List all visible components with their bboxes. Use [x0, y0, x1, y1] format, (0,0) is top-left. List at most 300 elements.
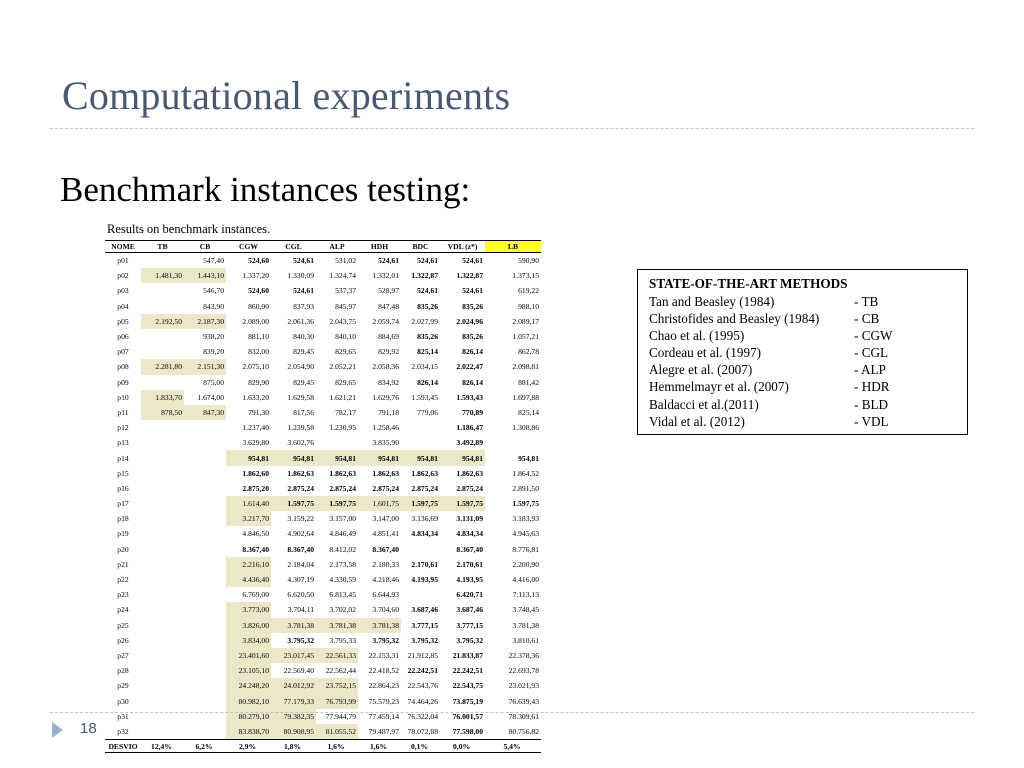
table-body [105, 253, 541, 753]
table-cell [141, 709, 184, 724]
table-cell: 22.543,76 [407, 681, 438, 691]
table-cell: 4.945,63 [512, 529, 539, 539]
table-cell: 3.492,89 [456, 438, 483, 448]
table-cell: 1.597,75 [316, 496, 358, 511]
table-cell [401, 420, 440, 435]
table-cell: 1.862,63 [456, 468, 483, 478]
instance-name: p28 [117, 666, 129, 676]
table-cell: 1.373,15 [512, 271, 539, 281]
table-cell: 79.382,35 [271, 709, 316, 724]
table-cell: 826,14 [462, 347, 483, 357]
table-cell: 77.598,00 [452, 726, 483, 736]
table-cell: 4.307,19 [287, 575, 314, 585]
column-header: CGL [271, 241, 316, 253]
table-cell [184, 572, 226, 587]
instance-name: p18 [117, 514, 129, 524]
table-row [105, 359, 541, 374]
table-cell: 524,61 [462, 256, 483, 266]
table-cell: 2.875,24 [329, 483, 356, 493]
table-cell: 546,70 [203, 286, 224, 296]
table-cell: 76.001,57 [452, 711, 483, 721]
method-reference: Hemmelmayr et al. (2007) [649, 379, 789, 395]
table-cell: 840,30 [293, 332, 314, 342]
table-cell: 1.614,40 [226, 496, 271, 511]
table-cell: 829,92 [378, 347, 399, 357]
table-cell: 2.875,24 [411, 483, 438, 493]
table-cell: 3.835,90 [372, 438, 399, 448]
table-cell: 3.777,15 [456, 620, 483, 630]
table-cell: 1.601,75 [358, 496, 401, 511]
table-cell [401, 435, 440, 450]
method-abbreviation: - TB [854, 293, 879, 309]
table-cell: 619,22 [518, 286, 539, 296]
column-header: BDC [401, 241, 440, 253]
method-abbreviation: - VDL [854, 413, 889, 429]
table-cell [184, 633, 226, 648]
table-cell: 3.795,32 [456, 635, 483, 645]
table-cell: 954,81 [271, 450, 316, 465]
table-row [105, 678, 541, 693]
table-cell [141, 496, 184, 511]
table-cell: 4.851,41 [372, 529, 399, 539]
table-cell: 1.833,70 [141, 390, 184, 405]
footer-cell: 0,1% [401, 740, 440, 753]
instance-name: p24 [117, 605, 129, 615]
table-cell: 4.193,95 [411, 575, 438, 585]
table-cell: 782,17 [335, 407, 356, 417]
page-number: 18 [80, 720, 97, 737]
table-cell: 1.597,75 [512, 499, 539, 509]
table-cell: 4.902,64 [287, 529, 314, 539]
table-cell: 2.281,80 [141, 359, 184, 374]
table-cell: 2.043,75 [329, 316, 356, 326]
table-cell: 3.777,15 [411, 620, 438, 630]
table-cell [141, 420, 184, 435]
table-cell: 817,56 [293, 407, 314, 417]
table-cell: 80.982,10 [226, 693, 271, 708]
table-cell: 3.781,38 [271, 618, 316, 633]
table-cell: 21.912,85 [407, 650, 438, 660]
table-cell [141, 587, 184, 602]
table-cell [141, 526, 184, 541]
column-header: LB [485, 241, 541, 253]
table-cell: 1.593,43 [456, 392, 483, 402]
column-header: NOME [105, 241, 141, 253]
table-cell: 83.838,70 [226, 724, 271, 740]
table-row [105, 557, 541, 572]
instance-name: p20 [117, 544, 129, 554]
table-cell: 779,06 [417, 407, 438, 417]
method-reference: Alegre et al. (2007) [649, 362, 753, 378]
table-cell: 23.401,60 [226, 648, 271, 663]
table-cell: 1.237,40 [242, 423, 269, 433]
table-cell: 829,65 [335, 377, 356, 387]
methods-list [649, 294, 967, 432]
table-cell [141, 329, 184, 344]
footer-cell: 1,6% [358, 740, 401, 753]
table-cell: 3.159,22 [287, 514, 314, 524]
table-cell: 21.833,87 [452, 650, 483, 660]
table-cell: 524,61 [293, 286, 314, 296]
table-cell: 547,40 [203, 256, 224, 266]
table-cell: 1.322,87 [411, 271, 438, 281]
instance-name: p25 [117, 620, 129, 630]
table-cell: 3.781,38 [358, 618, 401, 633]
instance-name: p06 [117, 332, 129, 342]
table-cell [184, 602, 226, 617]
table-cell: 3.702,02 [329, 605, 356, 615]
table-row [105, 329, 541, 344]
table-row [105, 481, 541, 496]
table-cell: 835,26 [417, 332, 438, 342]
table-cell [401, 542, 440, 557]
table-cell: 1.597,75 [440, 496, 485, 511]
table-row [105, 405, 541, 420]
table-cell: 825,14 [518, 407, 539, 417]
arrow-right-icon [52, 722, 63, 738]
table-cell [141, 618, 184, 633]
table-cell [184, 693, 226, 708]
table-cell: 2.098,81 [512, 362, 539, 372]
instance-name: p19 [117, 529, 129, 539]
table-cell [184, 648, 226, 663]
table-cell: 2.170,61 [456, 559, 483, 569]
table-cell [184, 466, 226, 481]
table-cell: 3.795,32 [287, 635, 314, 645]
table-cell: 77.459,14 [368, 711, 399, 721]
table-cell: 8.367,40 [456, 544, 483, 554]
table-cell: 22.378,36 [508, 650, 539, 660]
table-cell: 1.593,45 [411, 392, 438, 402]
table-cell: 881,10 [248, 332, 269, 342]
table-cell: 2.089,17 [512, 316, 539, 326]
table-cell: 954,81 [316, 450, 358, 465]
table-cell: 2.054,90 [287, 362, 314, 372]
table-cell: 3.147,00 [372, 514, 399, 524]
table-cell [184, 420, 226, 435]
instance-name: p30 [117, 696, 129, 706]
column-header: CB [184, 241, 226, 253]
instance-name: p09 [117, 377, 129, 387]
footer-cell: 6,2% [184, 740, 226, 753]
table-row [105, 511, 541, 526]
table-cell: 3.826,00 [226, 618, 271, 633]
table-cell: 2.151,30 [184, 359, 226, 374]
table-row [105, 496, 541, 511]
table-cell: 23.017,45 [271, 648, 316, 663]
table-cell: 2.875,24 [287, 483, 314, 493]
table-cell: 1.697,88 [512, 392, 539, 402]
table-cell: 1.862,60 [242, 468, 269, 478]
instance-name: p14 [117, 453, 129, 463]
method-item [649, 379, 967, 396]
table-cell: 2.052,21 [329, 362, 356, 372]
method-reference: Christofides and Beasley (1984) [649, 310, 820, 326]
table-cell: 22.242,51 [452, 666, 483, 676]
table-cell: 843,90 [203, 301, 224, 311]
table-cell: 3.795,32 [372, 635, 399, 645]
table-header-row [105, 241, 541, 253]
table-row [105, 526, 541, 541]
table-cell: 2.170,61 [411, 559, 438, 569]
table-cell: 2.184,04 [287, 559, 314, 569]
table-cell: 6.420,71 [456, 590, 483, 600]
table-cell: 881,42 [518, 377, 539, 387]
table-row [105, 602, 541, 617]
table-cell: 24.012,92 [271, 678, 316, 693]
table-cell [316, 435, 358, 450]
table-cell: 23.105,10 [226, 663, 271, 678]
table-cell: 22.153,31 [368, 650, 399, 660]
table-cell: 938,20 [203, 332, 224, 342]
table-cell: 524,60 [248, 256, 269, 266]
table-cell: 4.193,95 [456, 575, 483, 585]
table-cell: 23.752,15 [316, 678, 358, 693]
table-cell: 884,69 [378, 332, 399, 342]
table-cell: 2.173,58 [329, 559, 356, 569]
table-cell: 3.748,45 [512, 605, 539, 615]
table-cell: 8.776,81 [512, 544, 539, 554]
table-cell [485, 435, 541, 450]
table-cell: 3.810,61 [512, 635, 539, 645]
table-cell: 829,65 [335, 347, 356, 357]
table-row [105, 618, 541, 633]
instance-name: p02 [117, 271, 129, 281]
footer-cell: 2,9% [226, 740, 271, 753]
table-cell: 4.834,34 [456, 529, 483, 539]
results-table [105, 240, 541, 753]
table-cell: 3.795,32 [411, 635, 438, 645]
table-cell: 954,81 [358, 450, 401, 465]
table-cell [141, 724, 184, 740]
table-row [105, 663, 541, 678]
table-cell: 829,90 [248, 377, 269, 387]
slide-title: Computational experiments [62, 73, 511, 118]
column-header: HDH [358, 241, 401, 253]
table-cell: 847,48 [378, 301, 399, 311]
table-cell: 2.875,24 [456, 483, 483, 493]
table-cell [141, 557, 184, 572]
method-reference: Vidal et al. (2012) [649, 413, 745, 429]
table-cell: 1.633,20 [242, 392, 269, 402]
table-cell: 4.846,49 [329, 529, 356, 539]
instance-name: p17 [117, 499, 129, 509]
table-cell: 1.337,20 [242, 271, 269, 281]
table-row [105, 390, 541, 405]
table-cell: 1.057,21 [512, 332, 539, 342]
table-cell: 954,81 [226, 450, 271, 465]
instance-name: p05 [117, 316, 129, 326]
table-cell: 954,81 [401, 450, 440, 465]
instance-name: p21 [117, 559, 129, 569]
instance-name: p03 [117, 286, 129, 296]
table-cell: 524,61 [462, 286, 483, 296]
table-row [105, 314, 541, 329]
method-abbreviation: - CGL [854, 345, 889, 361]
table-cell: 590,90 [518, 256, 539, 266]
table-cell: 4.330,59 [329, 575, 356, 585]
table-cell: 6.769,00 [242, 590, 269, 600]
table-cell: 1.308,86 [512, 423, 539, 433]
table-cell: 6.813,45 [329, 590, 356, 600]
instance-name: p07 [117, 347, 129, 357]
instance-name: p29 [117, 681, 129, 691]
column-header: ALP [316, 241, 358, 253]
table-cell: 76.322,04 [407, 711, 438, 721]
methods-heading: STATE-OF-THE-ART METHODS [649, 276, 848, 291]
table-caption: Results on benchmark instances. [107, 222, 271, 236]
table-cell: 1.443,10 [184, 268, 226, 283]
table-cell: 22.569,40 [283, 666, 314, 676]
method-abbreviation: - BLD [854, 396, 889, 412]
instance-name: p16 [117, 483, 129, 493]
table-cell [141, 299, 184, 314]
table-cell: 1.239,58 [287, 423, 314, 433]
table-cell [141, 450, 184, 465]
table-cell: 22.562,44 [325, 666, 356, 676]
table-cell: 834,92 [378, 377, 399, 387]
table-cell: 839,20 [203, 347, 224, 357]
table-cell [141, 511, 184, 526]
instance-name: p23 [117, 590, 129, 600]
table-cell: 1.862,63 [287, 468, 314, 478]
table-cell [184, 557, 226, 572]
table-cell: 23.021,93 [508, 681, 539, 691]
table-cell: 75.579,23 [368, 696, 399, 706]
table-cell [141, 283, 184, 298]
table-cell: 2.034,15 [411, 362, 438, 372]
table-row [105, 450, 541, 465]
table-cell: 2.192,50 [141, 314, 184, 329]
table-cell: 528,97 [378, 286, 399, 296]
table-cell: 8.367,40 [242, 544, 269, 554]
footer-divider [50, 712, 974, 713]
methods-legend-box [637, 269, 968, 435]
table-cell: 2.891,50 [512, 483, 539, 493]
method-reference: Chao et al. (1995) [649, 327, 745, 343]
instance-name: p10 [117, 392, 129, 402]
table-row [105, 633, 541, 648]
table-cell: 1.621,21 [329, 392, 356, 402]
table-cell: 22.242,51 [407, 666, 438, 676]
table-cell: 22.864,23 [368, 681, 399, 691]
table-row [105, 268, 541, 283]
column-header: TB [141, 241, 184, 253]
table-cell: 2.216,10 [226, 557, 271, 572]
table-cell: 1.322,87 [456, 271, 483, 281]
instance-name: p31 [117, 711, 129, 721]
instance-name: p01 [117, 256, 129, 266]
method-reference: Cordeau et al. (1997) [649, 345, 762, 361]
table-cell [141, 678, 184, 693]
instance-name: p11 [117, 407, 129, 417]
table-cell: 524,60 [248, 286, 269, 296]
table-cell [184, 587, 226, 602]
table-cell [141, 435, 184, 450]
footer-cell: 1,6% [316, 740, 358, 753]
instance-name: p15 [117, 468, 129, 478]
table-cell [141, 693, 184, 708]
table-cell: 78.072,88 [407, 726, 438, 736]
table-row [105, 587, 541, 602]
table-cell: 537,37 [335, 286, 356, 296]
table-row [105, 648, 541, 663]
table-cell [184, 496, 226, 511]
table-cell: 77.179,33 [271, 693, 316, 708]
instance-name: p32 [117, 726, 129, 736]
table-cell: 80.756,82 [508, 726, 539, 736]
table-cell: 1.674,00 [197, 392, 224, 402]
table-cell: 2.180,33 [372, 559, 399, 569]
table-cell: 1.629,58 [287, 392, 314, 402]
table-cell [141, 253, 184, 269]
table-cell: 524,61 [378, 256, 399, 266]
table-cell [141, 481, 184, 496]
table-cell [184, 678, 226, 693]
title-divider [50, 128, 974, 129]
table-cell: 22.693,78 [508, 666, 539, 676]
table-cell: 2.022,47 [456, 362, 483, 372]
table-cell: 80.908,95 [271, 724, 316, 740]
table-cell: 8.412,02 [329, 544, 356, 554]
table-cell [141, 602, 184, 617]
table-cell: 3.781,38 [512, 620, 539, 630]
table-cell: 3.183,93 [512, 514, 539, 524]
table-cell: 22.543,75 [452, 681, 483, 691]
table-cell: 3.704,60 [372, 605, 399, 615]
table-cell: 1.186,47 [456, 423, 483, 433]
table-cell: 1.862,63 [329, 468, 356, 478]
column-header: CGW [226, 241, 271, 253]
instance-name: p04 [117, 301, 129, 311]
method-item [649, 397, 967, 414]
table-cell [184, 709, 226, 724]
table-cell [141, 648, 184, 663]
instance-name: p12 [117, 423, 129, 433]
table-cell: 845,97 [335, 301, 356, 311]
table-cell: 3.781,38 [316, 618, 358, 633]
table-cell: 1.230,95 [329, 423, 356, 433]
table-cell: 840,10 [335, 332, 356, 342]
table-cell: 3.834,00 [226, 633, 271, 648]
table-cell: 4.218,46 [372, 575, 399, 585]
table-cell: 76.639,43 [508, 696, 539, 706]
table-cell: 4.834,34 [411, 529, 438, 539]
method-item [649, 328, 967, 345]
table-row [105, 709, 541, 724]
table-cell: 3.795,33 [329, 635, 356, 645]
table-cell: 770,89 [462, 407, 483, 417]
table-cell: 862,78 [518, 347, 539, 357]
method-item [649, 311, 967, 328]
table-cell [184, 542, 226, 557]
table-cell: 835,26 [417, 301, 438, 311]
table-cell [184, 435, 226, 450]
table-cell: 878,50 [141, 405, 184, 420]
table-cell: 3.687,46 [411, 605, 438, 615]
table-cell: 3.629,80 [242, 438, 269, 448]
table-row [105, 542, 541, 557]
table-cell [184, 724, 226, 740]
table-row [105, 435, 541, 450]
table-cell: 4.846,50 [242, 529, 269, 539]
table-cell: 2.024,96 [456, 316, 483, 326]
table-cell: 22.418,52 [368, 666, 399, 676]
table-cell: 835,26 [462, 301, 483, 311]
table-cell: 74.464,26 [407, 696, 438, 706]
table-row [105, 466, 541, 481]
table-cell: 2.200,90 [512, 559, 539, 569]
